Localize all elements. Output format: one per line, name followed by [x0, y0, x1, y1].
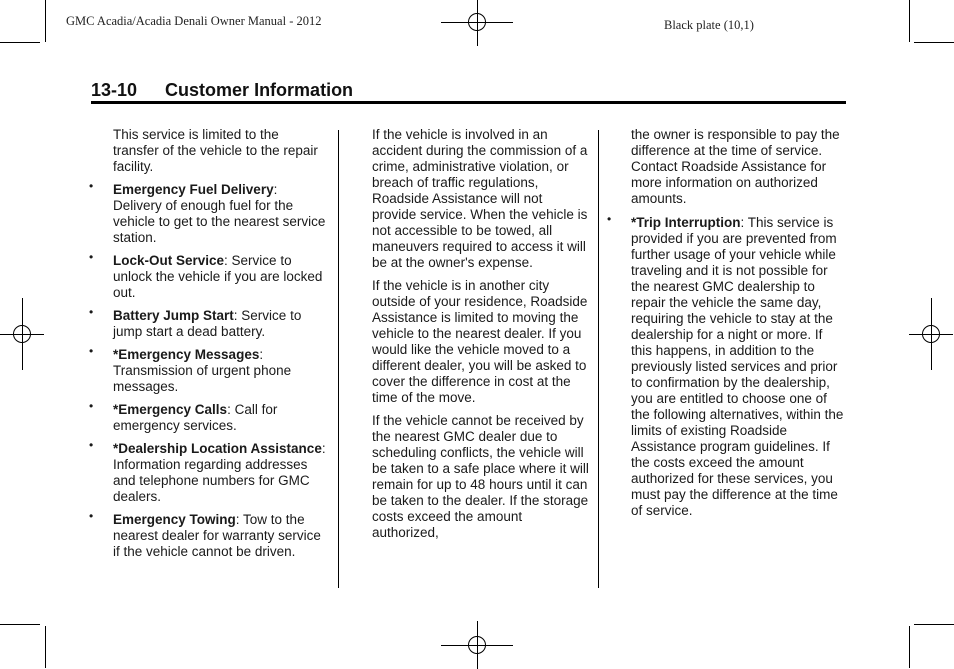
paragraph: If the vehicle is involved in an accident during the commission of a crime, administrative violation, or breach of traffic regulations, Roadside Assistance will not provide service. When the vehicle is not accessible to be towed, all maneuvers required to access it will be at the owner's expense.: [372, 127, 588, 270]
crop-mark: [909, 626, 910, 668]
bullet-icon: •: [607, 212, 612, 226]
crop-mark: [909, 0, 910, 42]
list-item: [89, 344, 328, 395]
column-3: [607, 127, 847, 526]
item-term: Battery Jump Start: [113, 308, 234, 323]
column-divider: [598, 130, 599, 588]
item-term: *Emergency Messages: [113, 347, 260, 362]
bullet-icon: •: [89, 250, 94, 264]
bullet-icon: •: [89, 399, 94, 413]
bullet-icon: •: [89, 344, 94, 358]
item-term: Lock-Out Service: [113, 253, 225, 268]
item-text: : Service to jump start a dead battery.: [113, 308, 302, 339]
item-text: : This service is provided if you are prevented from further usage of your vehicle while traveling and it is not possible for the nearest GMC dealership to repair the vehicle the same day, requiring the vehicle to stay at the dealership for a night or more. If this happens, in addition to the previously listed services and prior to confirmation by the dealership, you are entitled to choose one of the following alternatives, within the limits of existing Roadside Assistance program guidelines. If the costs exceed the amount authorized for these services, you must pay the difference at the time of service.: [631, 215, 844, 518]
crop-mark: [914, 624, 954, 625]
item-text: : Information regarding addresses and telephone numbers for GMC dealers.: [113, 441, 326, 504]
column-2: [372, 127, 590, 548]
crop-mark: [45, 0, 46, 42]
list-item: [89, 305, 328, 340]
list-item: [607, 212, 847, 519]
list-item: [89, 250, 328, 301]
crop-mark: [45, 626, 46, 668]
section-title: Customer Information: [165, 80, 354, 100]
page-title: [91, 80, 353, 101]
list-item: [89, 399, 328, 434]
item-term: *Emergency Calls: [113, 402, 228, 417]
crop-mark: [0, 624, 40, 625]
bullet-icon: •: [89, 509, 94, 523]
plate-label: Black plate (10,1): [664, 18, 754, 32]
column-divider: [338, 130, 339, 588]
paragraph: This service is limited to the transfer of the vehicle to the repair facility.: [113, 127, 318, 174]
item-text: : Service to unlock the vehicle if you are locked out.: [113, 253, 323, 300]
bullet-icon: •: [89, 179, 94, 193]
service-list: [89, 179, 328, 560]
paragraph: the owner is responsible to pay the difference at the time of service. Contact Roadside Assistance for more information on authorized amounts.: [631, 127, 840, 206]
item-text: : Transmission of urgent phone messages.: [113, 347, 292, 394]
crop-mark: [914, 42, 954, 43]
paragraph: If the vehicle cannot be received by the nearest GMC dealer due to scheduling conflicts, the vehicle will be taken to a safe place where it will remain for up to 48 hours until it can be taken to the dealer. If the storage costs exceed the amount authorized,: [372, 413, 589, 540]
bullet-icon: •: [89, 305, 94, 319]
item-term: *Dealership Location Assistance: [113, 441, 322, 456]
list-item: [89, 438, 328, 505]
column-1: [89, 127, 328, 567]
page-number: 13-10: [91, 80, 138, 100]
item-term: *Trip Interruption: [631, 215, 741, 230]
item-text: : Tow to the nearest dealer for warranty service if the vehicle cannot be driven.: [113, 512, 321, 559]
item-text: : Call for emergency services.: [113, 402, 278, 433]
service-list: [607, 212, 847, 519]
list-item: [89, 509, 328, 560]
manual-title: GMC Acadia/Acadia Denali Owner Manual - 2012: [66, 14, 322, 28]
paragraph: If the vehicle is in another city outside of your residence, Roadside Assistance is limited to moving the vehicle to the nearest dealer. If you would like the vehicle moved to a different dealer, you will be asked to cover the difference in cost at the time of the move.: [372, 278, 588, 405]
item-term: Emergency Fuel Delivery: [113, 182, 274, 197]
item-text: : Delivery of enough fuel for the vehicle to get to the nearest service station.: [113, 182, 326, 245]
list-item: [89, 179, 328, 246]
crop-mark: [0, 42, 40, 43]
title-rule: [91, 101, 846, 104]
item-term: Emergency Towing: [113, 512, 236, 527]
bullet-icon: •: [89, 438, 94, 452]
